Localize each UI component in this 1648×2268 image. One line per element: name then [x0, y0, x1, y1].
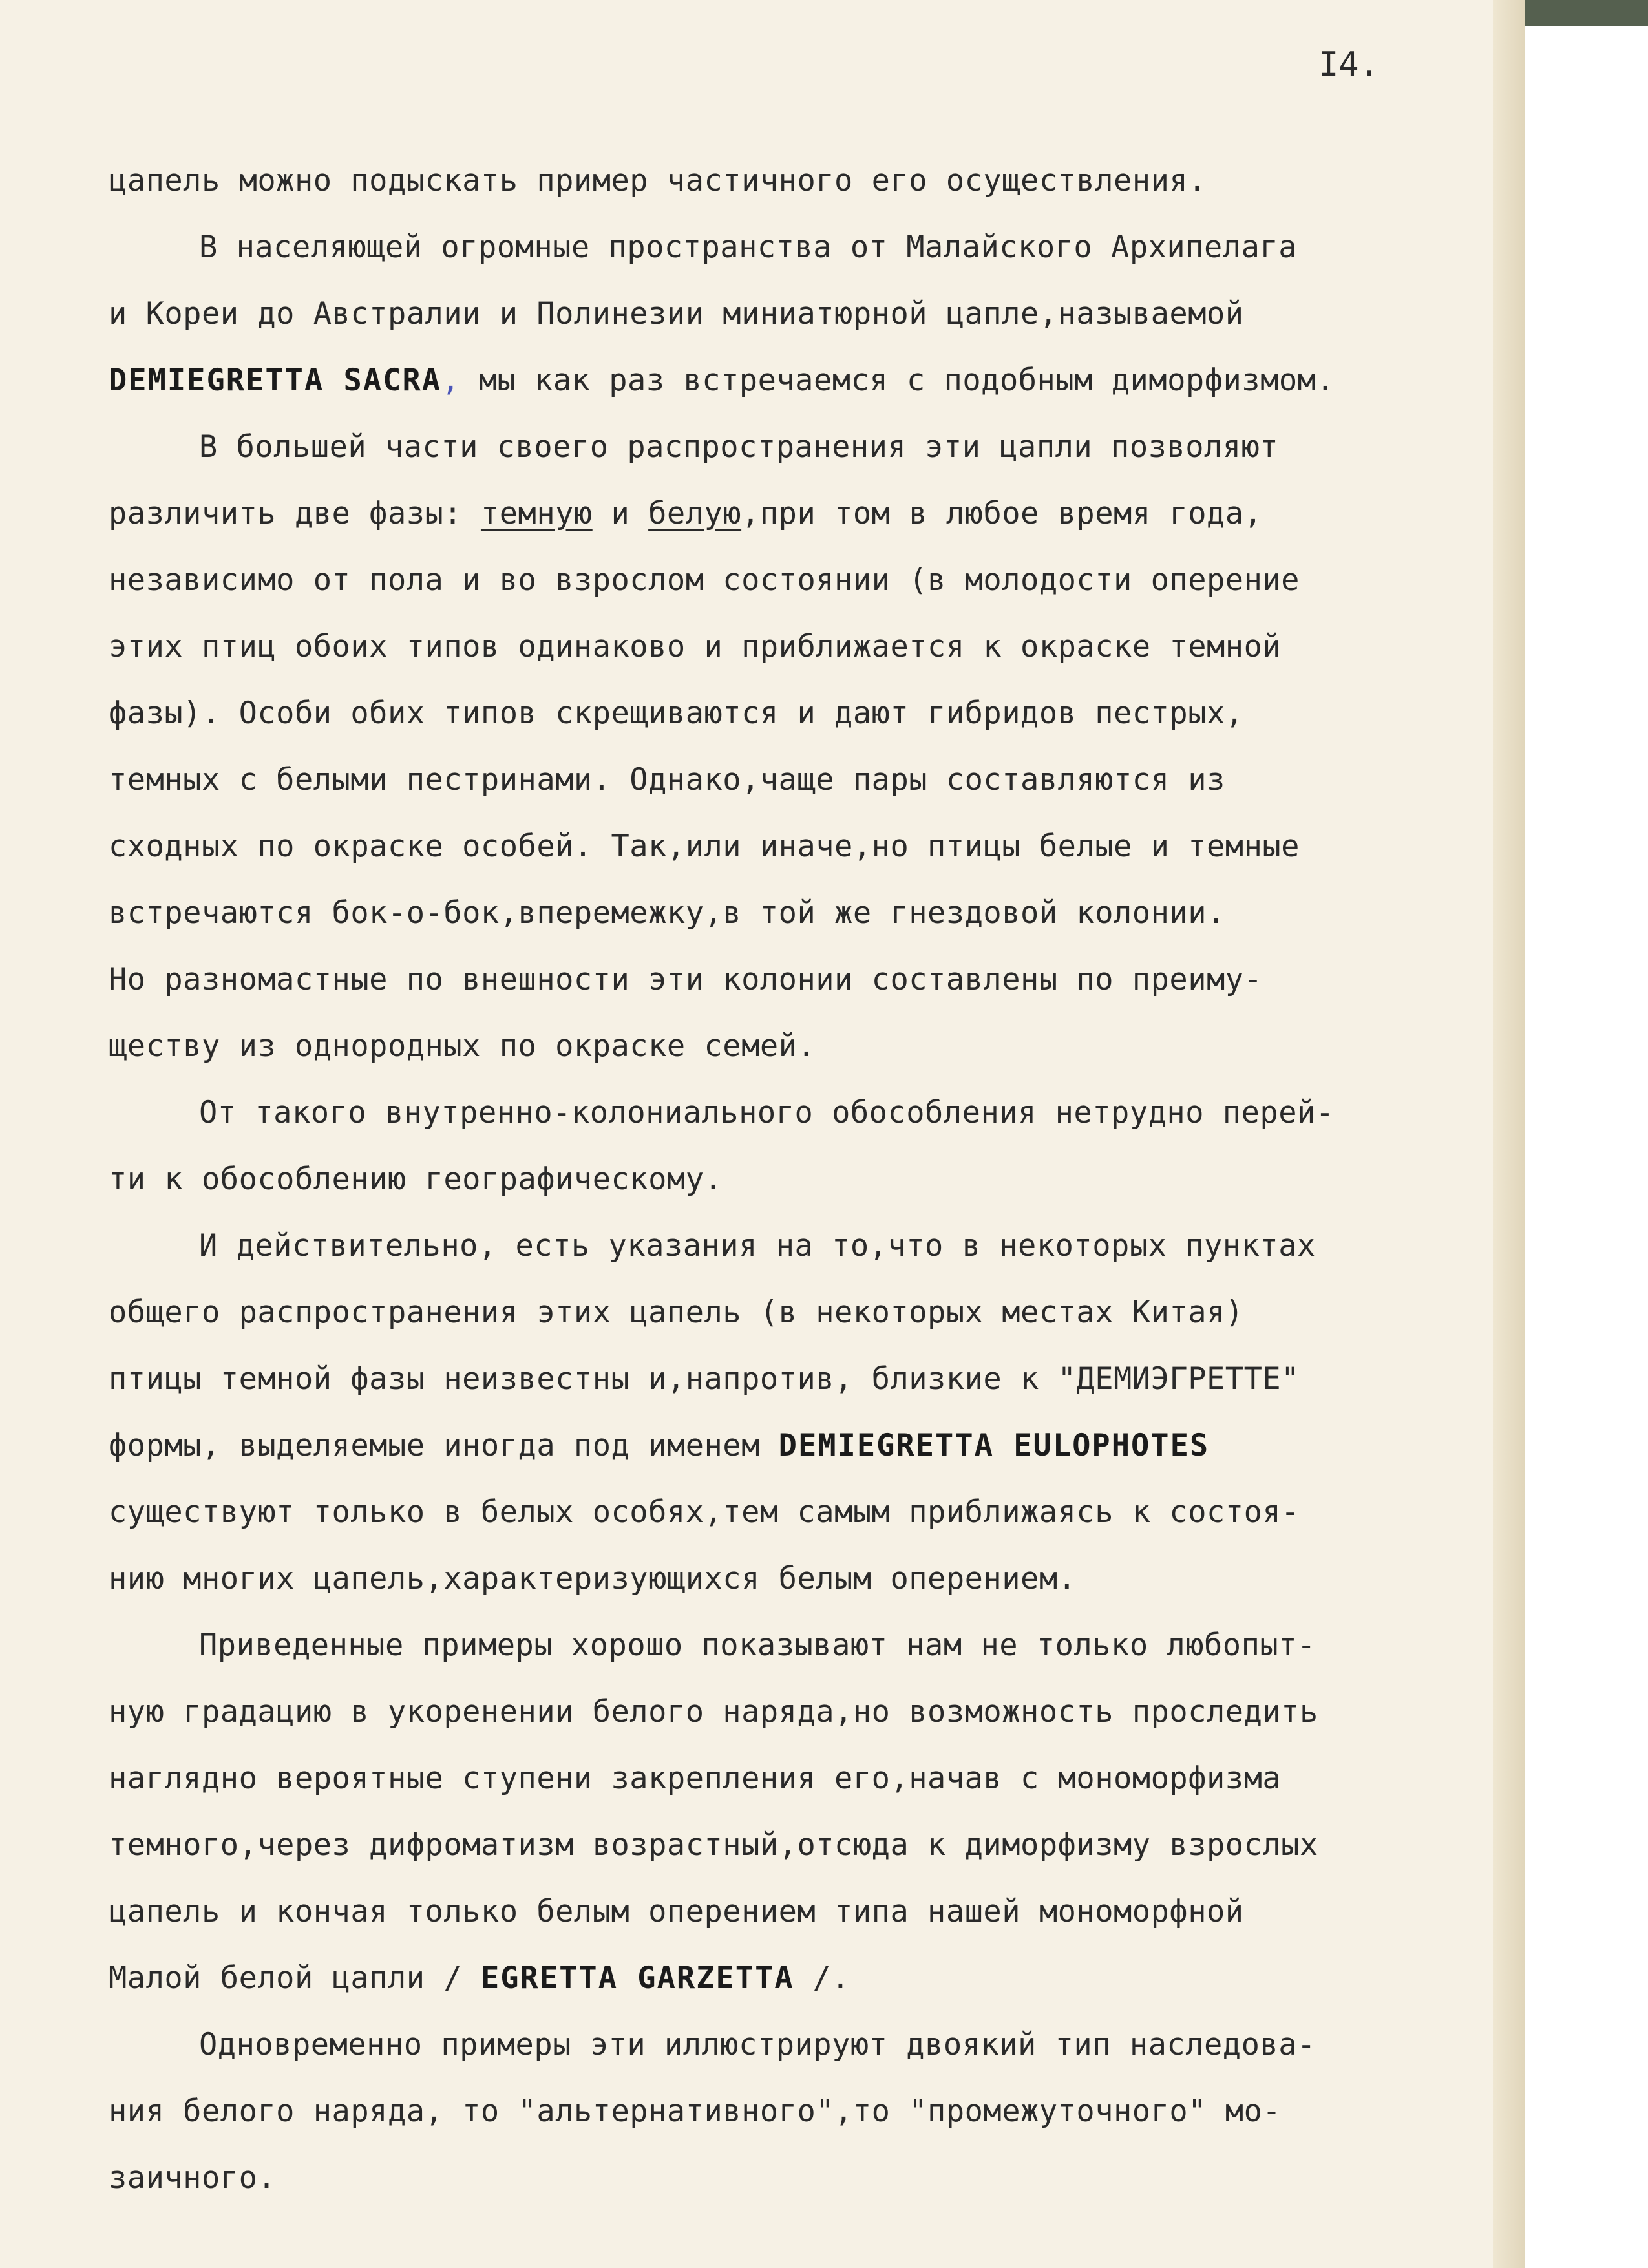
- underlined-word: белую: [648, 496, 742, 531]
- species-name: DEMIEGRETTA SACRA: [109, 363, 442, 398]
- page-number: I4.: [1318, 45, 1379, 84]
- text-line: ную градацию в укоренении белого наряда,но возможность проследить: [109, 1694, 1318, 1730]
- text-line: ния белого наряда, то "альтернативного",то "промежуточного" мо-: [109, 2093, 1282, 2129]
- species-name: EGRETTA GARZETTA: [480, 1960, 794, 1996]
- text-line: различить две фазы: темную и белую,при том в любое время года,: [109, 496, 1263, 531]
- underlined-word: темную: [480, 496, 593, 531]
- text-line: этих птиц обоих типов одинаково и приближается к окраске темной: [109, 629, 1282, 664]
- text-line: В населяющей огромные пространства от Малайского Архипелага: [199, 229, 1297, 265]
- scan-background: [1525, 0, 1648, 2268]
- text-line: цапель и кончая только белым оперением типа нашей мономорфной: [109, 1894, 1244, 1929]
- text-line: независимо от пола и во взрослом состоянии (в молодости оперение: [109, 562, 1300, 598]
- text-line: И действительно, есть указания на то,что в некоторых пунктах: [199, 1228, 1316, 1264]
- species-name: DEMIEGRETTA EULOPHOTES: [778, 1428, 1210, 1463]
- text-line: Приведенные примеры хорошо показывают нам не только любопыт-: [199, 1627, 1316, 1663]
- text-line: общего распространения этих цапель (в некоторых местах Китая): [109, 1295, 1244, 1330]
- text-line: фазы). Особи обих типов скрещиваются и дают гибридов пестрых,: [109, 695, 1244, 731]
- text-line: сходных по окраске особей. Так,или иначе,но птицы белые и темные: [109, 829, 1300, 864]
- text-line: наглядно вероятные ступени закрепления его,начав с мономорфизма: [109, 1761, 1282, 1796]
- text-line: темного,через дифроматизм возрастный,отсюда к диморфизму взрослых: [109, 1827, 1318, 1863]
- text-line: От такого внутренно-колониального обособления нетрудно перей-: [199, 1095, 1335, 1130]
- text-line: темных с белыми пестринами. Однако,чаще пары составляются из: [109, 762, 1225, 798]
- text-line: ти к обособлению географическому.: [109, 1161, 723, 1197]
- text-line: В большей части своего распространения эти цапли позволяют: [199, 429, 1279, 465]
- text-line: ществу из однородных по окраске семей.: [109, 1028, 816, 1064]
- text-line: существуют только в белых особях,тем самым приближаясь к состоя-: [109, 1494, 1300, 1530]
- text-line: Но разномастные по внешности эти колонии составлены по преиму-: [109, 962, 1263, 997]
- handwritten-comma: ,: [441, 363, 460, 398]
- text-line: Одновременно примеры эти иллюстрируют двоякий тип наследова-: [199, 2027, 1316, 2062]
- text-line: DEMIEGRETTA SACRA, мы как раз встречаемся с подобным диморфизмом.: [109, 363, 1335, 398]
- text-line: нию многих цапель,характеризующихся белым оперением.: [109, 1561, 1077, 1596]
- text-line: Малой белой цапли / EGRETTA GARZETTA /.: [109, 1960, 850, 1996]
- text-line: птицы темной фазы неизвестны и,напротив, близкие к "ДЕМИЭГРЕТТЕ": [109, 1361, 1300, 1397]
- text-line: цапель можно подыскать пример частичного его осуществления.: [109, 163, 1207, 198]
- scan-background-strip: [1525, 0, 1648, 26]
- text-line: формы, выделяемые иногда под именем DEMIEGRETTA EULOPHOTES: [109, 1428, 1210, 1463]
- text-line: заичного.: [109, 2160, 277, 2196]
- text-line: и Кореи до Австралии и Полинезии миниатюрной цапле,называемой: [109, 296, 1244, 332]
- typewritten-text: [109, 147, 1530, 2211]
- text-line: встречаются бок-о-бок,вперемежку,в той же гнездовой колонии.: [109, 895, 1225, 931]
